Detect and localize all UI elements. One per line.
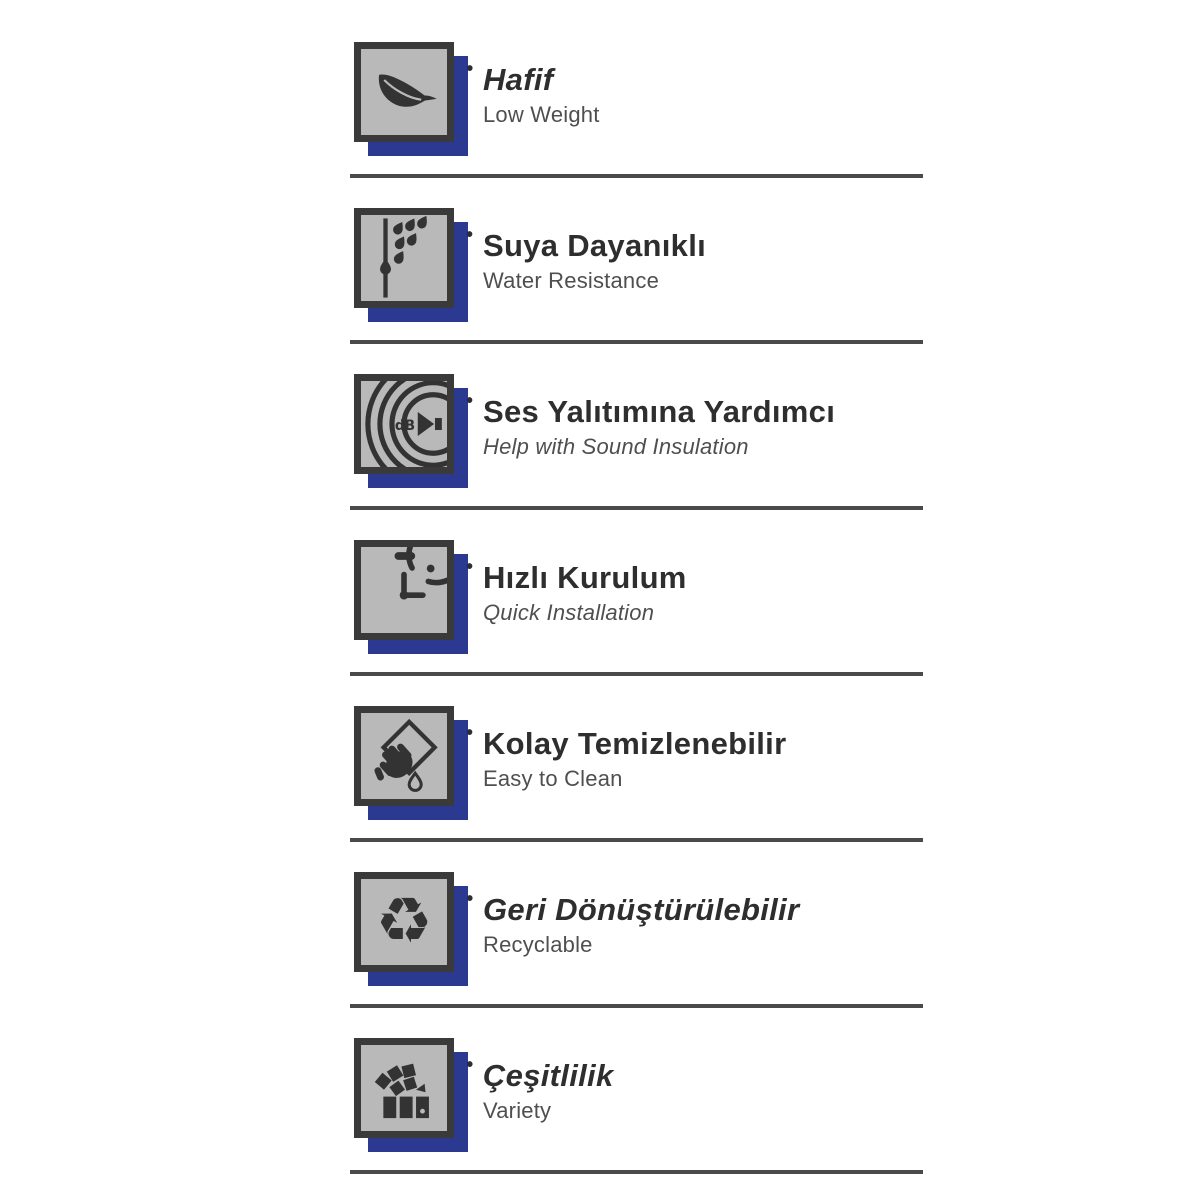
feather-icon xyxy=(354,42,454,142)
water-drops-icon xyxy=(354,208,454,308)
recycle-icon xyxy=(354,872,454,972)
bullet-marker: • xyxy=(466,1054,474,1076)
feature-title xyxy=(466,390,836,430)
feature-subtitle: Quick Installation xyxy=(483,599,655,625)
bullet-marker: • xyxy=(466,58,474,80)
feature-text xyxy=(466,390,836,460)
feature-row-low-weight xyxy=(350,12,923,178)
feature-row-recyclable xyxy=(350,842,923,1008)
feature-title xyxy=(466,58,600,98)
feature-title-text: Hafif xyxy=(483,62,554,97)
db-label: dB xyxy=(394,418,416,435)
feature-title-text: Suya Dayanıklı xyxy=(483,228,707,263)
feature-row-sound-insulation xyxy=(350,344,923,510)
bullet-marker: • xyxy=(466,556,474,578)
feature-text xyxy=(466,1054,614,1124)
feature-subtitle: Recyclable xyxy=(483,931,593,957)
feature-subtitle: Variety xyxy=(483,1097,552,1123)
feature-title-text: Geri Dönüştürülebilir xyxy=(483,892,800,927)
features-panel xyxy=(350,12,923,1174)
feature-row-quick-installation xyxy=(350,510,923,676)
feature-title-text: Ses Yalıtımına Yardımcı xyxy=(483,394,836,429)
feature-subtitle: Easy to Clean xyxy=(483,765,623,791)
feature-subtitle: Low Weight xyxy=(483,101,600,127)
feature-row-variety xyxy=(350,1008,923,1174)
feature-row-water-resistance xyxy=(350,178,923,344)
bullet-marker: • xyxy=(466,888,474,910)
feature-title-text: Hızlı Kurulum xyxy=(483,560,687,595)
feature-text xyxy=(466,224,707,294)
feature-title-text: Çeşitlilik xyxy=(483,1058,614,1093)
bullet-marker: • xyxy=(466,722,474,744)
feature-title-text: Kolay Temizlenebilir xyxy=(483,726,787,761)
recycle-glyph: ♻ xyxy=(375,884,433,959)
feature-subtitle: Help with Sound Insulation xyxy=(483,433,749,459)
feature-title xyxy=(466,224,707,264)
bullet-marker: • xyxy=(466,224,474,246)
feature-text xyxy=(466,556,687,626)
feature-subtitle: Water Resistance xyxy=(483,267,659,293)
feature-text xyxy=(466,58,600,128)
stopwatch-icon xyxy=(354,540,454,640)
feature-title xyxy=(466,722,787,762)
bullet-marker: • xyxy=(466,390,474,412)
feature-title xyxy=(466,556,687,596)
variety-swatches-icon xyxy=(354,1038,454,1138)
cleaning-hand-icon xyxy=(354,706,454,806)
feature-title xyxy=(466,1054,614,1094)
feature-text xyxy=(466,722,787,792)
feature-title xyxy=(466,888,800,928)
feature-row-easy-to-clean xyxy=(350,676,923,842)
sound-insulation-icon xyxy=(354,374,454,474)
feature-text xyxy=(466,888,800,958)
